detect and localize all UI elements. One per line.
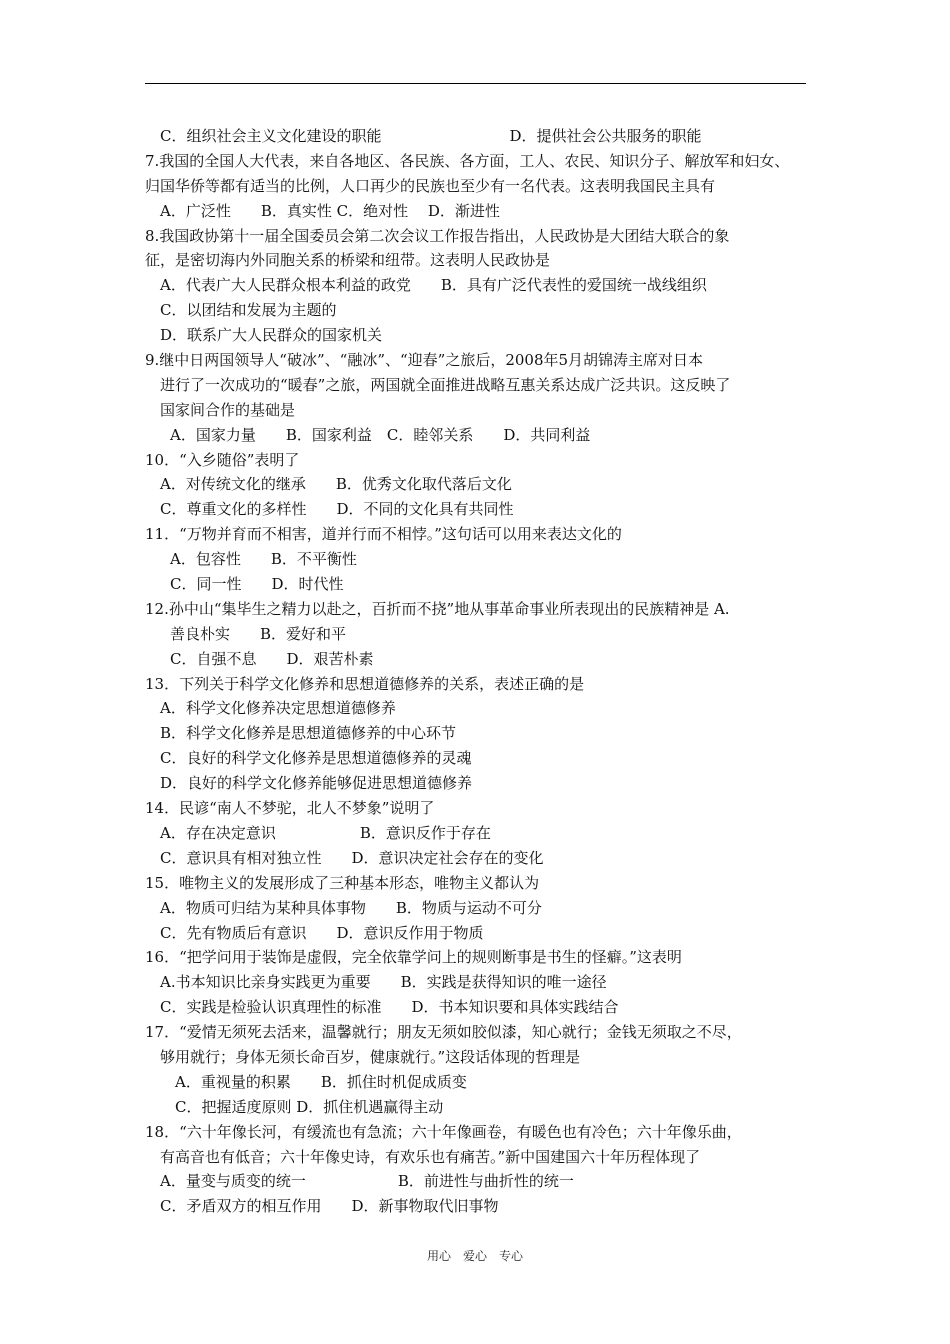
page-footer: 用心 爱心 专心	[426, 1249, 523, 1263]
question-text: 够用就行；身体无须长命百岁，健康就行。”这段话体现的哲理是	[160, 1047, 581, 1066]
option-line: C．良好的科学文化修养是思想道德修养的灵魂	[160, 749, 472, 768]
option-line: C．以团结和发展为主题的	[160, 301, 337, 320]
option-line: A．物质可归结为某种具体事物 B．物质与运动不可分	[160, 898, 542, 917]
option-line: A．国家力量 B．国家利益 C．睦邻关系 D．共同利益	[170, 425, 591, 444]
question-7: 7.我国的全国人大代表，来自各地区、各民族、各方面，工人、农民、知识分子、解放军和妇女、	[145, 151, 790, 170]
option-line: A．科学文化修养决定思想道德修养	[160, 699, 396, 718]
question-text: 进行了一次成功的“暖春”之旅，两国就全面推进战略互惠关系达成广泛共识。这反映了	[160, 375, 731, 394]
option-line: D．良好的科学文化修养能够促进思想道德修养	[160, 774, 473, 793]
option-line: C．把握适度原则 D．抓住机遇赢得主动	[175, 1097, 444, 1116]
question-13: 13．下列关于科学文化修养和思想道德修养的关系，表述正确的是	[145, 674, 585, 693]
question-text: 归国华侨等都有适当的比例，人口再少的民族也至少有一名代表。这表明我国民主具有	[145, 176, 716, 195]
option-line: A．对传统文化的继承 B．优秀文化取代落后文化	[160, 475, 512, 494]
option-line: A.书本知识比亲身实践更为重要 B．实践是获得知识的唯一途径	[160, 973, 607, 992]
question-17: 17．“爱情无须死去活来，温馨就行；朋友无须如胶似漆，知心就行；金钱无须取之不尽，	[145, 1023, 742, 1042]
question-8: 8.我国政协第十一届全国委员会第二次会议工作报告指出，人民政协是大团结大联合的象	[145, 226, 730, 245]
option-line: D．联系广大人民群众的国家机关	[160, 326, 383, 345]
option-line: 善良朴实 B．爱好和平	[170, 624, 347, 643]
option-line: C．先有物质后有意识 D．意识反作用于物质	[160, 923, 484, 942]
question-11: 11．“万物并育而不相害，道并行而不相悖。”这句话可以用来表达文化的	[145, 525, 622, 544]
option-line: C．尊重文化的多样性 D．不同的文化具有共同性	[160, 500, 514, 519]
option-line: C．同一性 D．时代性	[170, 575, 344, 594]
option-line: C．自强不息 D．艰苦朴素	[170, 649, 374, 668]
question-text: 征，是密切海内外同胞关系的桥梁和纽带。这表明人民政协是	[145, 251, 551, 270]
question-14: 14．民谚“南人不梦驼，北人不梦象”说明了	[145, 799, 435, 818]
question-10: 10．“入乡随俗”表明了	[145, 450, 300, 469]
option-line: A．重视量的积累 B．抓住时机促成质变	[175, 1072, 467, 1091]
question-9: 9.继中日两国领导人“破冰”、“融冰”、“迎春”之旅后，2008年5月胡锦涛主席对日本	[145, 351, 704, 370]
option-line: A．代表广大人民群众根本利益的政党 B．具有广泛代表性的爱国统一战线组织	[160, 276, 707, 295]
question-18: 18．“六十年像长河，有缓流也有急流；六十年像画卷，有暖色也有冷色；六十年像乐曲，	[145, 1122, 742, 1141]
option-line: C．实践是检验认识真理性的标准 D．书本知识要和具体实践结合	[160, 998, 619, 1017]
option-line: B．科学文化修养是思想道德修养的中心环节	[160, 724, 457, 743]
option-line: C．矛盾双方的相互作用 D．新事物取代旧事物	[160, 1197, 499, 1216]
question-text: 有高音也有低音；六十年像史诗，有欢乐也有痛苦。”新中国建国六十年历程体现了	[160, 1147, 701, 1166]
question-16: 16．“把学问用于装饰是虚假，完全依靠学问上的规则断事是书生的怪癖。”这表明	[145, 948, 682, 967]
option-line: C．组织社会主义文化建设的职能 D．提供社会公共服务的职能	[160, 127, 702, 145]
question-15: 15．唯物主义的发展形成了三种基本形态，唯物主义都认为	[145, 873, 540, 892]
question-12: 12.孙中山“集毕生之精力以赴之，百折而不挠”地从事革命事业所表现出的民族精神是 A.	[145, 599, 730, 618]
question-text: 国家间合作的基础是	[160, 400, 296, 419]
option-line: A．存在决定意识 B．意识反作于存在	[160, 823, 491, 842]
header-rule	[145, 83, 806, 84]
option-line: C．意识具有相对独立性 D．意识决定社会存在的变化	[160, 848, 544, 867]
option-line: A．广泛性 B．真实性 C．绝对性 D．渐进性	[160, 201, 500, 220]
option-line: A．量变与质变的统一 B．前进性与曲折性的统一	[160, 1172, 574, 1191]
option-line: A．包容性 B．不平衡性	[170, 550, 357, 569]
document-body	[145, 124, 810, 1219]
